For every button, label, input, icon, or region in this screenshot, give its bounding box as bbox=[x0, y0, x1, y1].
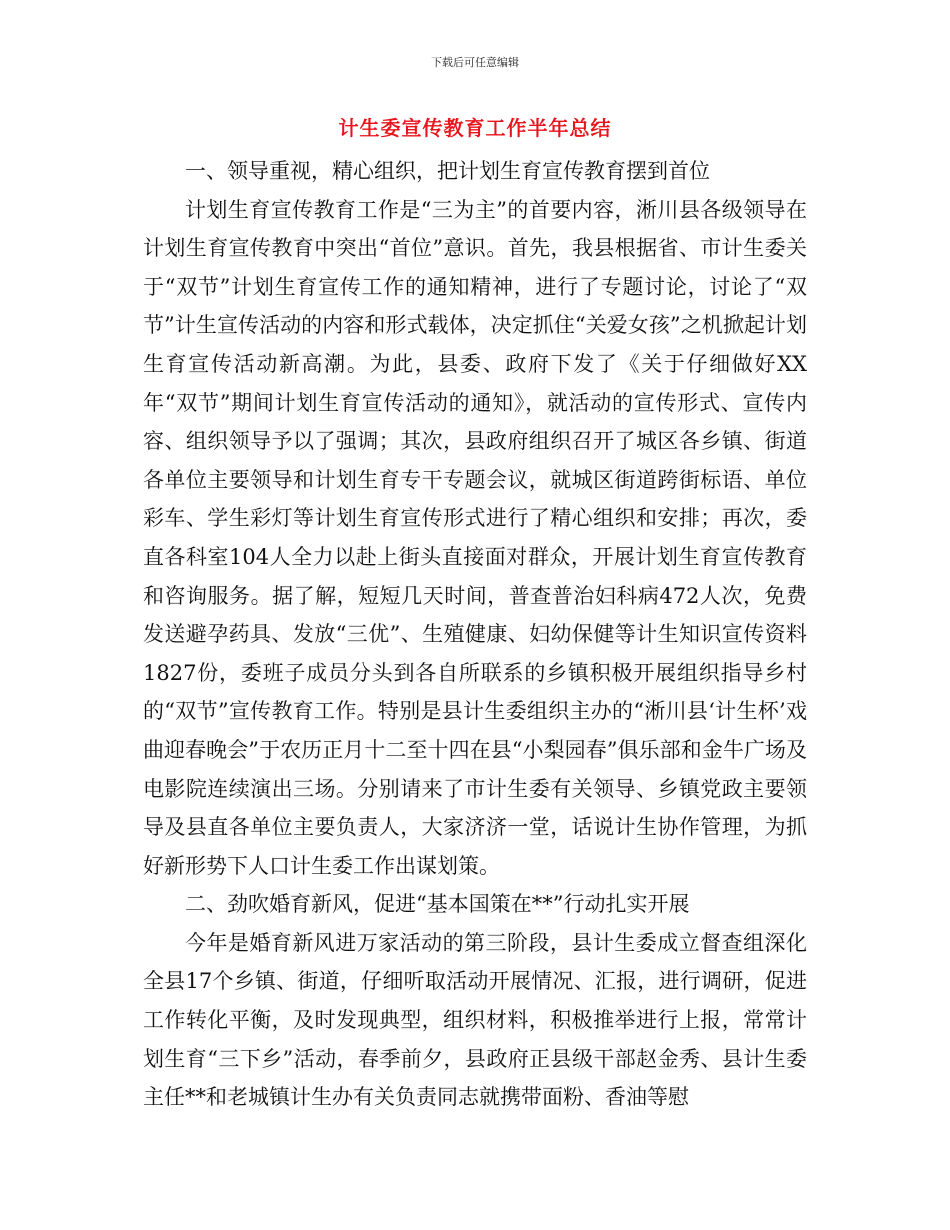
header-note: 下载后可任意编辑 bbox=[431, 56, 519, 69]
document-title: 计生委宣传教育工作半年总结 bbox=[338, 116, 612, 140]
section-paragraph-1: 计划生育宣传教育工作是“三为主”的首要内容，淅川县各级领导在计划生育宣传教育中突出“首位”意识。首先，我县根据省、市计生委关于“双节”计划生育宣传工作的通知精神，进行了专题讨论，讨论了“双节”计生宣传活动的内容和形式载体，决定抓住“关爱女孩”之机掀起计划生育宣传活动新高潮。为此，县委、政府下发了《关于仔细做好XX年“双节”期间计划生育宣传活动的通知》，就活动的宣传形式、宣传内容、组织领导予以了强调；其次，县政府组织召开了城区各乡镇、街道各单位主要领导和计划生育专干专题会议，就城区街道跨街标语、单位彩车、学生彩灯等计划生育宣传形式进行了精心组织和安排；再次，委直各科室104人全力以赴上街头直接面对群众，开展计划生育宣传教育和咨询服务。据了解，短短几天时间，普查普治妇科病472人次，免费发送避孕药具、发放“三优”、生殖健康、妇幼保健等计生知识宣传资料1827份，委班子成员分头到各自所联系的乡镇积极开展组织指导乡村的“双节”宣传教育工作。特别是县计生委组织主办的“淅川县‘计生杯’戏曲迎春晚会”于农历正月十二至十四在县“小梨园春”俱乐部和金牛广场及电影院连续演出三场。分别请来了市计生委有关领导、乡镇党政主要领导及县直各单位主要负责人，大家济济一堂，话说计生协作管理，为抓好新形势下人口计生委工作出谋划策。 bbox=[143, 197, 807, 878]
section-paragraph-2: 今年是婚育新风进万家活动的第三阶段，县计生委成立督查组深化全县17个乡镇、街道，仔细听取活动开展情况、汇报，进行调研，促进工作转化平衡，及时发现典型，组织材料，积极推举进行上报，常常计划生育“三下乡”活动，春季前夕，县政府正县级干部赵金秀、县计生委主任**和老城镇计生办有关负责同志就携带面粉、香油等慰 bbox=[143, 930, 807, 1110]
section-heading-1: 一、领导重视，精心组织，把计划生育宣传教育摆到首位 bbox=[185, 159, 710, 183]
document-body bbox=[143, 152, 807, 1117]
section-heading-2: 二、劲吹婚育新风，促进“基本国策在**”行动扎实开展 bbox=[185, 892, 690, 917]
